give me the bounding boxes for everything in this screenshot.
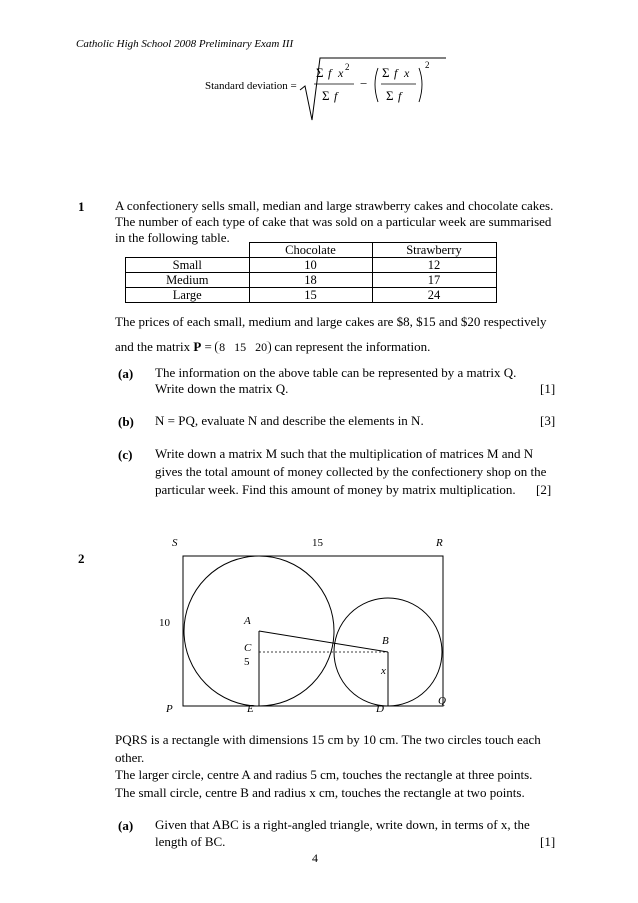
matrix-p-name: P <box>193 339 202 354</box>
question-1-number: 1 <box>78 199 85 214</box>
q2-line-3: The larger circle, centre A and radius 5 cm, touches the rectangle at three points. <box>115 767 533 782</box>
table-cell: Large <box>126 288 250 303</box>
table-header-blank <box>126 243 250 258</box>
q1-intro-line-1: A confectionery sells small, median and large strawberry cakes and chocolate cakes. <box>115 198 554 213</box>
f-4: f <box>398 89 402 103</box>
q1b-text: N = PQ, evaluate N and describe the elements in N. <box>155 413 424 428</box>
sq-2: 2 <box>425 60 430 70</box>
table-cell: 12 <box>372 258 496 273</box>
label-s: S <box>172 537 178 549</box>
matrix-post-text: can represent the information. <box>271 339 431 354</box>
q1c-mark: [2] <box>536 482 552 497</box>
label-q: Q <box>438 695 446 707</box>
table-row <box>126 273 497 288</box>
q2a-line-1: Given that ABC is a right-angled triangle, write down, in terms of x, the <box>155 817 530 832</box>
label-d: D <box>376 703 384 715</box>
table-cell: 17 <box>372 273 496 288</box>
f-2: f <box>334 89 338 103</box>
table-cell: 10 <box>249 258 372 273</box>
label-e: E <box>247 703 254 715</box>
label-b: B <box>382 635 389 647</box>
table-row <box>126 258 497 273</box>
q1c-line-1: Write down a matrix M such that the multiplication of matrices M and N <box>155 446 534 461</box>
minus-sign: − <box>360 76 368 91</box>
q2a-mark: [1] <box>540 834 556 849</box>
std-dev-formula <box>296 54 446 124</box>
x-2: x <box>404 66 410 80</box>
q2a-line-2: length of BC. <box>155 834 226 849</box>
label-x: x <box>381 665 386 677</box>
label-p: P <box>166 703 173 715</box>
table-cell: 15 <box>249 288 372 303</box>
matrix-p-values: 8 15 20 <box>215 341 271 354</box>
q1a-mark: [1] <box>540 381 556 396</box>
table-row <box>126 288 497 303</box>
q1-intro-line-3: in the following table. <box>115 230 230 245</box>
sum-4: Σ <box>386 88 394 103</box>
q1a-label: (a) <box>118 366 134 381</box>
q1a-line-1: The information on the above table can be represented by a matrix Q. <box>155 365 517 380</box>
table-header-strawberry: Strawberry <box>372 243 496 258</box>
x-1: x <box>338 66 344 80</box>
label-side-length: 10 <box>159 617 170 629</box>
q1b-mark: [3] <box>540 413 556 428</box>
page-number: 4 <box>312 851 318 865</box>
matrix-equals: = <box>201 339 216 354</box>
sq-1: 2 <box>345 62 350 72</box>
table-header-chocolate: Chocolate <box>249 243 372 258</box>
label-c: C <box>244 642 252 654</box>
sum-1: Σ <box>316 65 324 80</box>
f-3: f <box>394 66 398 80</box>
line-ab <box>259 631 388 652</box>
q1c-line-2: gives the total amount of money collected by the confectionery shop on the <box>155 464 547 479</box>
table-cell: 18 <box>249 273 372 288</box>
table-cell: Medium <box>126 273 250 288</box>
q1c-line-3: particular week. Find this amount of money by matrix multiplication. <box>155 482 516 497</box>
q2-line-2: other. <box>115 750 145 765</box>
sum-3: Σ <box>382 65 390 80</box>
page-header: Catholic High School 2008 Preliminary Exam III <box>76 38 294 50</box>
q1a-line-2: Write down the matrix Q. <box>155 381 289 396</box>
q1c-label: (c) <box>118 447 133 462</box>
circles-in-rectangle-diagram <box>140 528 460 718</box>
table-cell: Small <box>126 258 250 273</box>
q2a-label: (a) <box>118 818 134 833</box>
label-radius-length: 5 <box>244 656 250 668</box>
q1-intro-line-2: The number of each type of cake that was sold on a particular week are summarised <box>115 214 552 229</box>
f-1: f <box>328 66 332 80</box>
q1-prices-line: The prices of each small, medium and large cakes are $8, $15 and $20 respectively <box>115 314 547 329</box>
std-dev-label: Standard deviation = <box>205 80 297 92</box>
sum-2: Σ <box>322 88 330 103</box>
label-r: R <box>436 537 443 549</box>
q1b-label: (b) <box>118 414 134 429</box>
table-cell: 24 <box>372 288 496 303</box>
matrix-pre-text: and the matrix <box>115 339 194 354</box>
question-2-number: 2 <box>78 551 85 566</box>
q2-line-4: The small circle, centre B and radius x cm, touches the rectangle at two points. <box>115 785 525 800</box>
label-a: A <box>244 615 251 627</box>
label-top-length: 15 <box>312 537 323 549</box>
q2-line-1: PQRS is a rectangle with dimensions 15 cm by 10 cm. The two circles touch each <box>115 732 541 747</box>
table-header-row <box>126 243 497 258</box>
q1-matrix-line <box>115 338 430 356</box>
cake-sales-table <box>125 242 497 303</box>
